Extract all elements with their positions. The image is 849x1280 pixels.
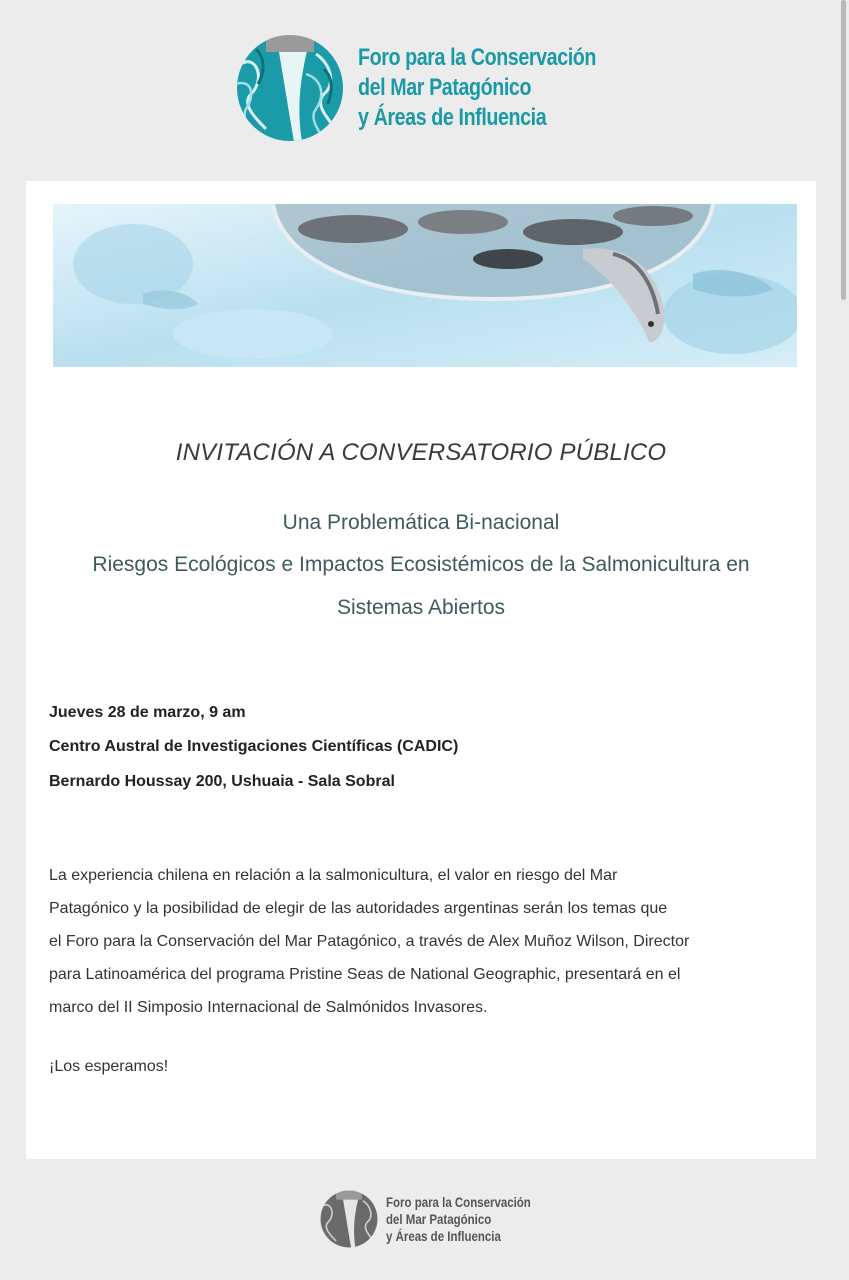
footer-name-line: Foro para la Conservación	[386, 1193, 531, 1210]
invitation-body	[49, 859, 809, 1024]
footer-org-name	[386, 1194, 531, 1245]
invitation-card	[26, 181, 816, 1159]
footer-name-line: del Mar Patagónico	[386, 1210, 492, 1227]
body-line: La experiencia chilena en relación a la salmonicultura, el valor en riesgo del Mar	[49, 867, 618, 884]
globe-waves-logo	[236, 34, 344, 142]
invitation-title: INVITACIÓN A CONVERSATORIO PÚBLICO	[175, 439, 667, 466]
globe-waves-logo-gray	[320, 1190, 378, 1248]
org-name	[358, 43, 596, 133]
body-line: para Latinoamérica del programa Pristine Seas de National Geographic, presentará en el	[49, 966, 681, 983]
subtitle-line: Sistemas Abiertos	[336, 596, 506, 619]
body-line: Patagónico y la posibilidad de elegir de las autoridades argentinas serán los temas que	[49, 900, 668, 917]
subtitle-line: Riesgos Ecológicos e Impactos Ecosistémicos de la Salmonicultura en	[92, 553, 750, 576]
org-name-line: Foro para la Conservación	[358, 44, 597, 71]
event-venue: Centro Austral de Investigaciones Científicas (CADIC)	[49, 738, 459, 755]
footer-name-line: y Áreas de Influencia	[386, 1227, 501, 1244]
salmon-net-banner	[53, 204, 797, 367]
org-name-line: y Áreas de Influencia	[358, 104, 547, 131]
event-address: Bernardo Houssay 200, Ushuaia - Sala Sobral	[49, 773, 395, 790]
event-date: Jueves 28 de marzo, 9 am	[49, 704, 246, 721]
org-header	[236, 34, 648, 142]
body-line: el Foro para la Conservación del Mar Patagónico, a través de Alex Muñoz Wilson, Director	[49, 933, 690, 950]
footer-logo	[320, 1190, 563, 1248]
body-line: marco del II Simposio Internacional de Salmónidos Invasores.	[49, 999, 488, 1016]
org-name-line: del Mar Patagónico	[358, 74, 532, 101]
scrollbar[interactable]	[841, 0, 846, 300]
subtitle-line: Una Problemática Bi-nacional	[282, 511, 560, 534]
closing-text: ¡Los esperamos!	[49, 1058, 169, 1075]
